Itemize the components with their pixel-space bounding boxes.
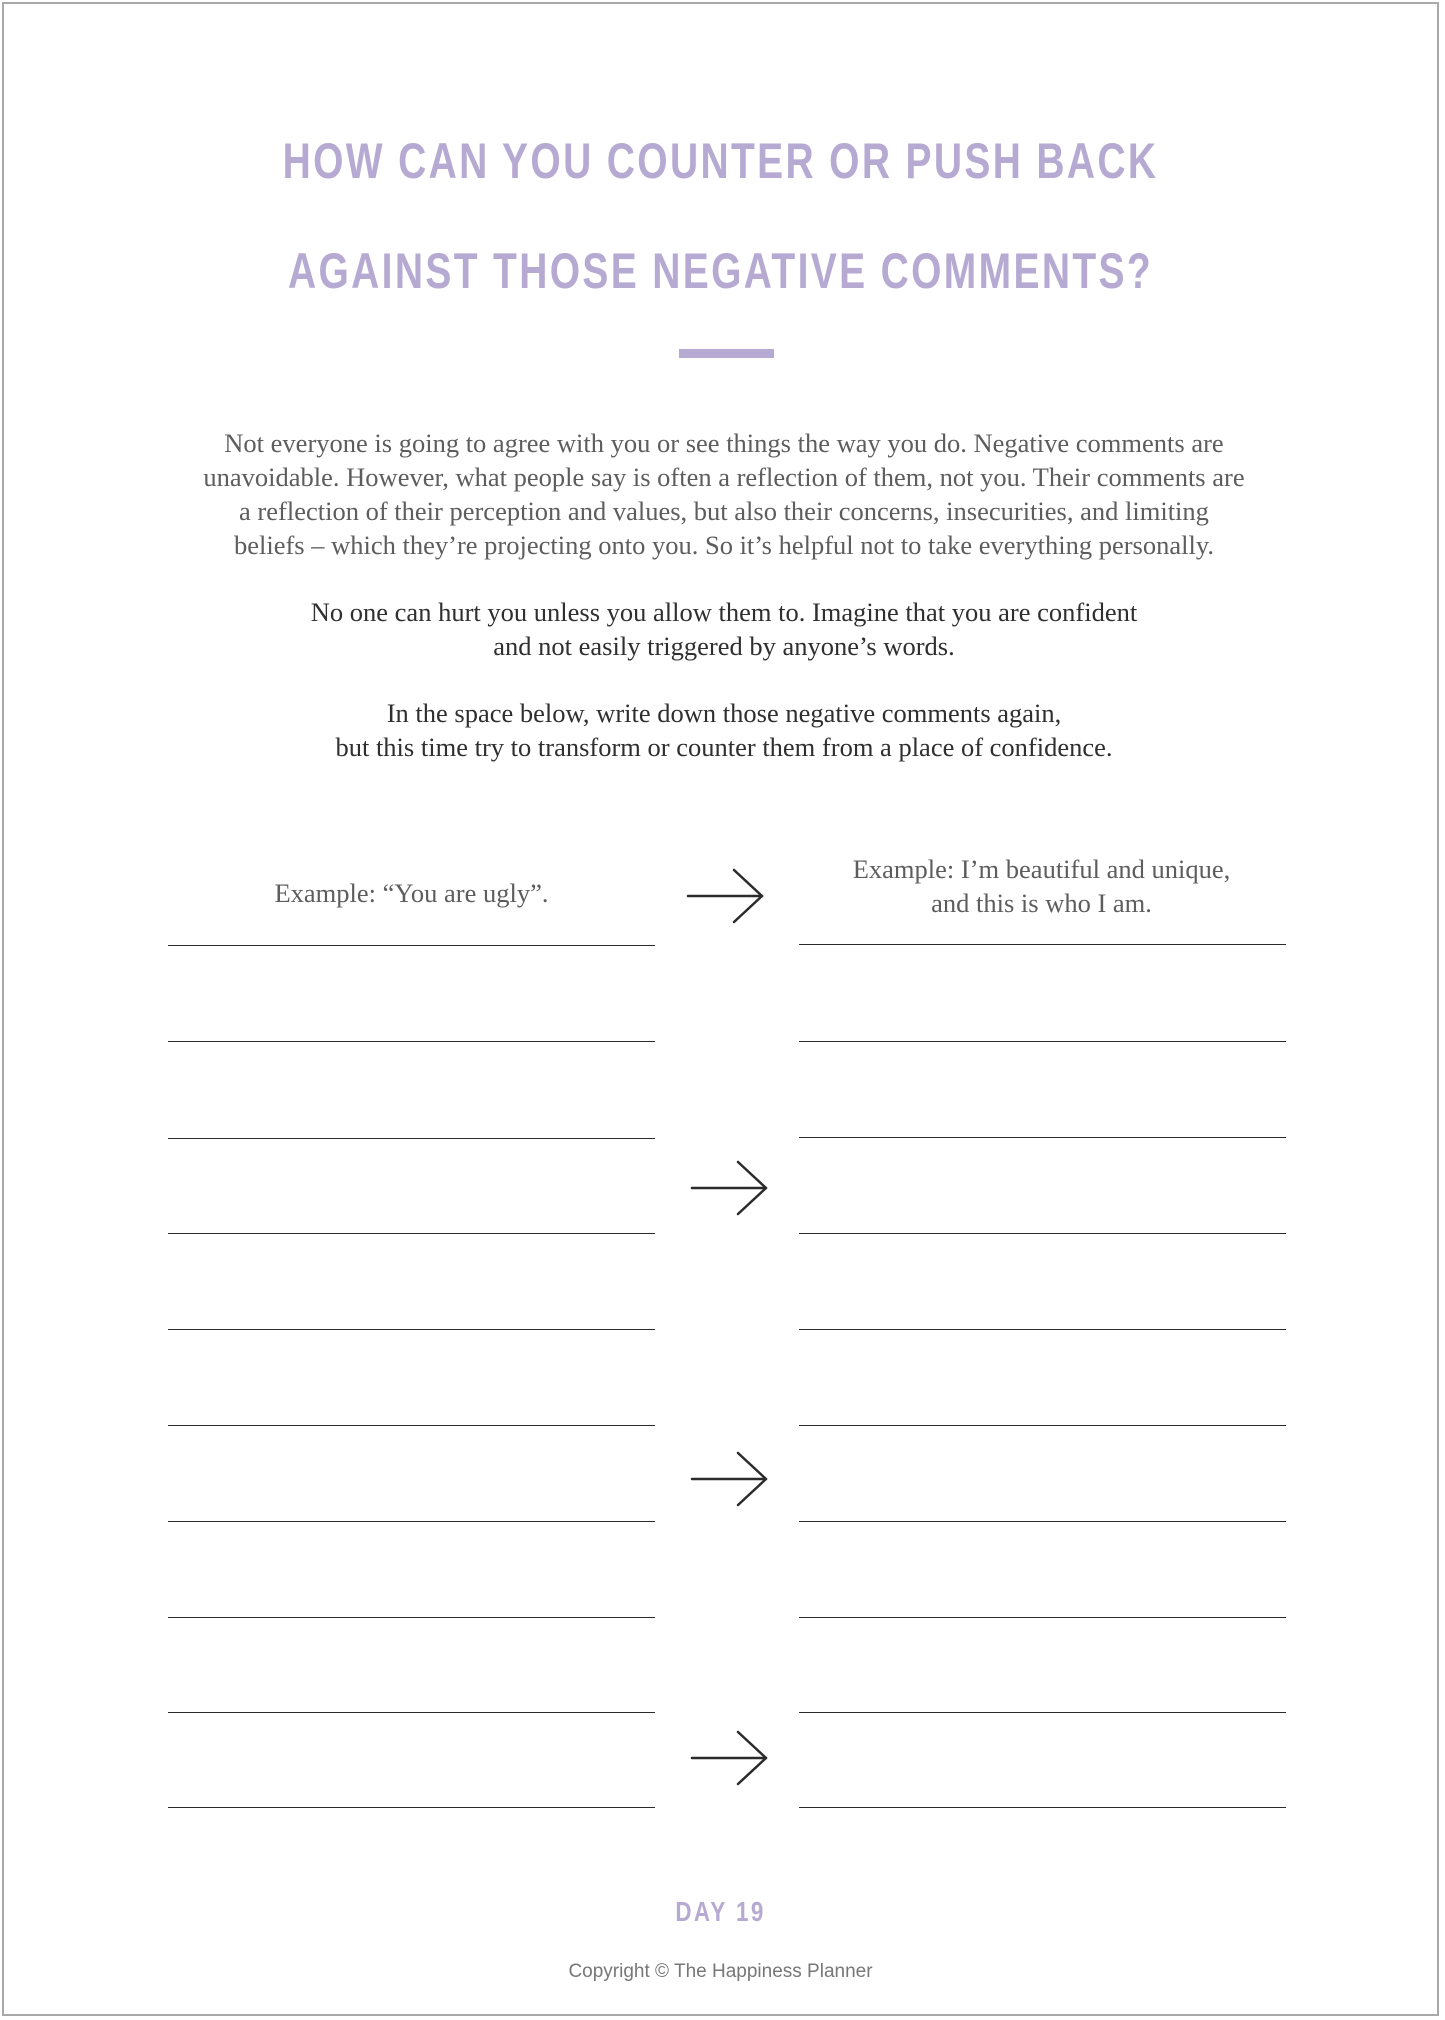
intro-paragraph [184,426,1264,562]
intro-line: a reflection of their perception and values, but also their concerns, insecurities, and limiting [239,496,1209,526]
counter-response-line[interactable] [799,1807,1286,1808]
negative-comment-line[interactable] [168,1138,655,1139]
page-title-line-1: HOW CAN YOU COUNTER OR PUSH BACK [282,133,1159,189]
negative-comment-line[interactable] [168,945,655,946]
counter-response-line[interactable] [799,1425,1286,1426]
negative-example: Example: “You are ugly”. [274,878,549,908]
instructions-line: In the space below, write down those negative comments again, [386,698,1062,728]
instructions-paragraph [184,696,1264,764]
negative-comment-line[interactable] [168,1233,655,1234]
counter-response-line[interactable] [799,1617,1286,1618]
right-arrow-icon [686,866,766,926]
right-arrow-icon [690,1158,770,1218]
negative-comment-line[interactable] [168,1329,655,1330]
page-title-line-2: AGAINST THOSE NEGATIVE COMMENTS? [287,243,1154,299]
affirmation-line: No one can hurt you unless you allow them to. Imagine that you are confident [310,597,1138,627]
negative-comment-line[interactable] [168,1807,655,1808]
counter-response-line[interactable] [799,1712,1286,1713]
counter-response-line[interactable] [799,1137,1286,1138]
intro-line: Not everyone is going to agree with you or see things the way you do. Negative comments are [224,428,1224,458]
counter-response-line[interactable] [799,944,1286,945]
counter-response-line[interactable] [799,1041,1286,1042]
negative-comment-line[interactable] [168,1425,655,1426]
worksheet-page [2,2,1439,2016]
title-divider [679,349,774,358]
affirmation-paragraph [184,595,1264,663]
intro-line: unavoidable. However, what people say is often a reflection of them, not you. Their comments are [203,462,1245,492]
day-label: DAY 19 [675,1896,766,1927]
negative-comment-line[interactable] [168,1617,655,1618]
negative-comment-line[interactable] [168,1041,655,1042]
negative-comment-line[interactable] [168,1712,655,1713]
copyright-notice: Copyright © The Happiness Planner [568,1961,873,1982]
counter-response-line[interactable] [799,1521,1286,1522]
right-arrow-icon [690,1728,770,1788]
positive-example-line: and this is who I am. [931,888,1152,918]
counter-response-line[interactable] [799,1329,1286,1330]
positive-example [799,852,1284,920]
counter-response-line[interactable] [799,1233,1286,1234]
intro-line: beliefs – which they’re projecting onto you. So it’s helpful not to take everything personally. [233,530,1215,560]
negative-comment-line[interactable] [168,1521,655,1522]
positive-example-line: Example: I’m beautiful and unique, [852,854,1231,884]
right-arrow-icon [690,1449,770,1509]
instructions-line: but this time try to transform or counter them from a place of confidence. [335,732,1113,762]
affirmation-line: and not easily triggered by anyone’s words. [493,631,955,661]
